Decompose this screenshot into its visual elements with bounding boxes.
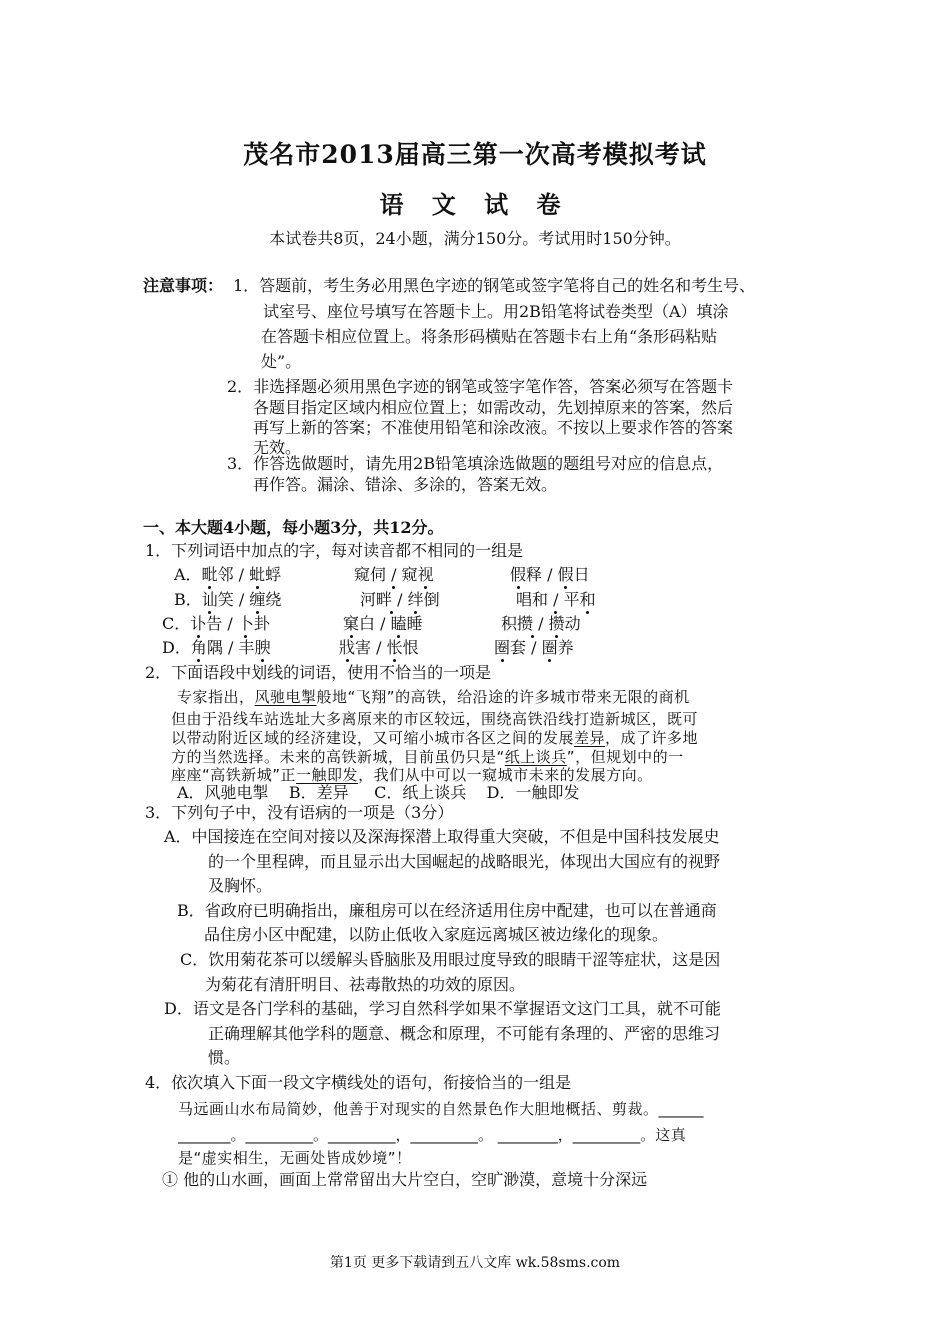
- q1-option-c: C．讣告 / 卜卦: [162, 614, 270, 633]
- q2-passage-line-3: 以带动附近区域的经济建设，又可缩小城市各区之间的发展差异，成了许多地: [171, 729, 699, 747]
- q1-stem: 1．下列词语中加点的字，每对读音都不相同的一组是: [145, 541, 524, 560]
- notice-2-line-1: 2．非选择题必须用黑色字迹的钢笔或签字笔作答，答案必须写在答题卡: [227, 377, 734, 396]
- q1-option-d-3: 圈套 / 圈养: [494, 638, 574, 657]
- q3-option-c-line-1: C．饮用菊花茶可以缓解头昏脑胀及用眼过度导致的眼睛干涩等症状，这是因: [180, 950, 721, 969]
- q1-option-d-2: 戕害 / 怅恨: [339, 638, 419, 657]
- q3-option-a-line-3: 及胸怀。: [208, 876, 273, 895]
- q1-option-b-3: 唱和 / 平和: [516, 590, 596, 609]
- q1-option-c-2: 窠白 / 瞌睡: [343, 614, 423, 633]
- q3-option-c-line-2: 为菊花有清肝明目、祛毒散热的功效的原因。: [205, 975, 526, 994]
- q1-option-b-2: 河畔 / 绊倒: [360, 590, 440, 609]
- q3-option-b-line-2: 品住房小区中配建，以防止低收入家庭远离城区被边缘化的现象。: [204, 925, 669, 944]
- q4-passage-line-2: _______。_________。_________，_________。 ________，_________。这真: [178, 1126, 687, 1144]
- section-heading: 一、本大题4小题，每小题3分，共12分。: [143, 518, 444, 537]
- q3-stem: 3．下列句子中，没有语病的一项是（3分）: [145, 803, 454, 822]
- q4-item-1: ① 他的山水画，画面上常常留出大片空白，空旷渺漠，意境十分深远: [162, 1170, 648, 1189]
- q2-passage-line-1: 专家指出，风驰电掣般地“飞翔”的高铁，给沿途的许多城市带来无限的商机: [177, 688, 690, 706]
- q4-passage-line-1: 马远画山水布局简妙，他善于对现实的自然景色作大胆地概括、剪裁。______: [178, 1100, 704, 1118]
- q1-option-a-3: 假释 / 假日: [510, 565, 590, 584]
- q2-passage-line-4: 方的当然选择。未来的高铁新城，目前虽仍只是“纸上谈兵”，但规划中的一: [171, 748, 684, 766]
- notice-2-line-3: 再写上新的答案；不准使用铅笔和涂改液。不按以上要求作答的答案: [253, 418, 734, 437]
- notice-1-line-3: 在答题卡相应位置上。将条形码横贴在答题卡右上角“条形码粘贴: [261, 327, 718, 346]
- exam-info: 本试卷共8页，24小题，满分150分。考试用时150分钟。: [269, 229, 681, 248]
- notice-2-line-4: 无效。: [253, 438, 302, 457]
- notice-2-line-2: 各题目指定区域内相应位置上；如需改动，先划掉原来的答案，然后: [253, 398, 734, 417]
- q4-stem: 4．依次填入下面一段文字横线处的语句，衔接恰当的一组是: [145, 1073, 572, 1092]
- q1-option-d: D．角隅 / 丰腴: [162, 638, 271, 657]
- notice-label: 注意事项：: [143, 276, 224, 295]
- q3-option-b-line-1: B．省政府已明确指出，廉租房可以在经济适用住房中配建，也可以在普通商: [177, 901, 717, 920]
- q1-option-a: A．毗邻 / 蚍蜉: [174, 565, 282, 584]
- q3-option-d-line-2: 正确理解其他学科的题意、概念和原理，不可能有条理的、严密的思维习: [208, 1024, 721, 1043]
- notice-1-line-2: 试室号、座位号填写在答题卡上。用2B铅笔将试卷类型（A）填涂: [263, 302, 729, 321]
- q1-option-b: B．讪笑 / 缠绕: [174, 590, 282, 609]
- q3-option-a-line-2: 的一个里程碑，而且显示出大国崛起的战略眼光，体现出大国应有的视野: [208, 852, 721, 871]
- q4-passage-line-3: 是“虚实相生，无画处皆成妙境”！: [178, 1149, 412, 1167]
- q3-option-d-line-3: 惯。: [208, 1048, 241, 1067]
- q2-passage-line-5: 座座“高铁新城”正一触即发，我们从中可以一窥城市未来的发展方向。: [171, 766, 653, 784]
- notice-1-line-1: 1．答题前，考生务必用黑色字迹的钢笔或签字笔将自己的姓名和考生号、: [233, 276, 756, 295]
- q1-option-c-3: 积攒 / 攒动: [501, 614, 581, 633]
- page-footer: 第1页 更多下载请到五八文库 wk.58sms.com: [329, 1255, 621, 1271]
- notice-3-line-2: 再作答。漏涂、错涂、多涂的，答案无效。: [253, 475, 558, 494]
- page-subtitle: 语 文 试 卷: [379, 190, 571, 219]
- q2-options: A．风驰电掣 B．差异 C．纸上谈兵 D．一触即发: [177, 783, 580, 802]
- notice-3-line-1: 3．作答选做题时，请先用2B铅笔填涂选做题的题组号对应的信息点，: [227, 454, 724, 473]
- q2-passage-line-2: 但由于沿线车站选址大多离原来的市区较远，围绕高铁沿线打造新城区，既可: [171, 710, 699, 728]
- q3-option-d-line-1: D．语文是各门学科的基础，学习自然科学如果不掌握语文这门工具，就不可能: [164, 999, 721, 1018]
- q3-option-a-line-1: A．中国接连在空间对接以及深海探潜上取得重大突破，不但是中国科技发展史: [164, 827, 720, 846]
- q1-option-a-2: 窥伺 / 窥视: [354, 565, 434, 584]
- page-title: 茂名市2013届高三第一次高考模拟考试: [243, 140, 707, 169]
- notice-1-line-4: 处”。: [261, 352, 302, 371]
- q2-stem: 2．下面语段中划线的词语，使用不恰当的一项是: [145, 663, 492, 682]
